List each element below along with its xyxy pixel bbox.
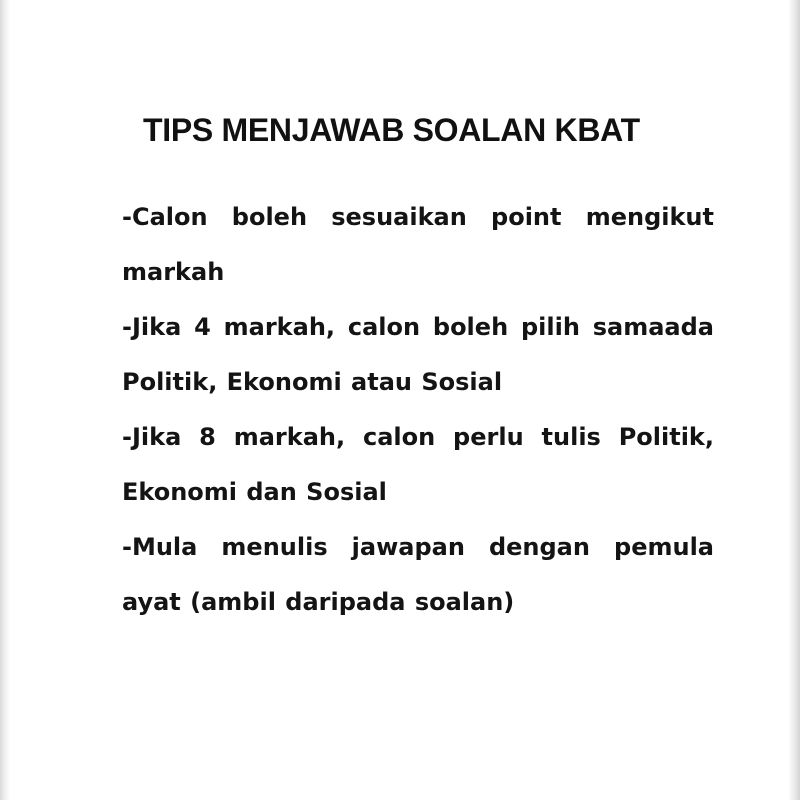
tip-item-calon-sesuaikan-point: -Calon boleh sesuaikan point mengikut markah — [122, 203, 714, 286]
page-edge-left — [0, 0, 10, 800]
page-title: TIPS MENJAWAB SOALAN KBAT — [143, 112, 640, 148]
page-edge-right — [788, 0, 800, 800]
tips-list — [122, 190, 714, 630]
tip-item-8-markah: -Jika 8 markah, calon perlu tulis Politik, Ekonomi dan Sosial — [122, 423, 714, 506]
tip-item-pemula-ayat: -Mula menulis jawapan dengan pemula ayat (ambil daripada soalan) — [122, 533, 714, 616]
tip-item-4-markah: -Jika 4 markah, calon boleh pilih samaada Politik, Ekonomi atau Sosial — [122, 313, 714, 396]
